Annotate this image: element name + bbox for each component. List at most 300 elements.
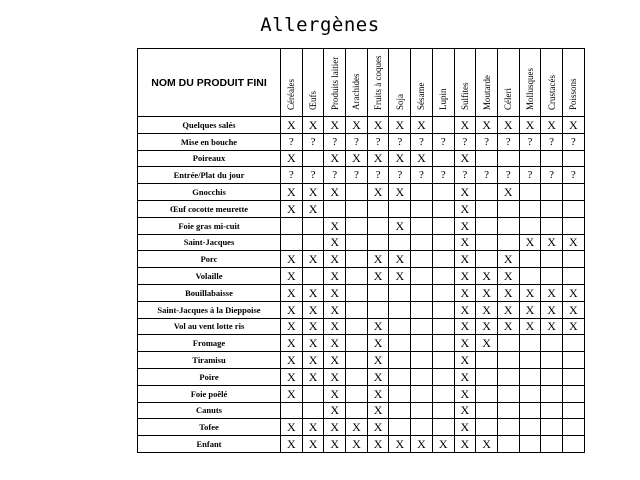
allergen-cell <box>562 268 584 285</box>
allergen-cell <box>476 217 498 234</box>
allergen-cell <box>497 234 519 251</box>
allergen-cell <box>411 200 433 217</box>
allergen-cell <box>281 217 303 234</box>
allergen-cell <box>476 385 498 402</box>
allergen-cell <box>389 385 411 402</box>
allergen-cell <box>302 150 324 167</box>
allergen-cell: X <box>519 117 541 134</box>
allergen-cell: ? <box>432 133 454 150</box>
table-row <box>138 301 585 318</box>
allergen-cell: X <box>389 150 411 167</box>
allergen-cell: X <box>346 150 368 167</box>
allergen-cell <box>519 402 541 419</box>
allergen-cell: X <box>367 335 389 352</box>
allergen-cell <box>432 184 454 201</box>
allergen-cell <box>346 301 368 318</box>
allergen-cell <box>346 352 368 369</box>
allergen-cell <box>411 301 433 318</box>
allergen-cell: X <box>454 150 476 167</box>
allergen-cell <box>497 200 519 217</box>
allergen-cell: X <box>389 117 411 134</box>
table-row <box>138 117 585 134</box>
allergen-cell <box>497 419 519 436</box>
allergen-cell: X <box>562 117 584 134</box>
allergen-table <box>137 48 585 453</box>
allergen-cell <box>519 251 541 268</box>
table-row <box>138 419 585 436</box>
table-row <box>138 284 585 301</box>
allergen-cell <box>497 217 519 234</box>
product-name: Foie poêlé <box>138 385 281 402</box>
product-name: Tiramisu <box>138 352 281 369</box>
allergen-label: Œufs <box>308 90 319 110</box>
allergen-cell: X <box>389 184 411 201</box>
allergen-cell <box>562 385 584 402</box>
table-row <box>138 251 585 268</box>
allergen-cell <box>519 368 541 385</box>
allergen-cell <box>432 217 454 234</box>
product-name: Fromage <box>138 335 281 352</box>
allergen-cell: ? <box>411 167 433 184</box>
allergen-label: Céleri <box>503 88 514 110</box>
allergen-cell: X <box>454 268 476 285</box>
allergen-cell <box>432 335 454 352</box>
allergen-cell <box>432 268 454 285</box>
allergen-cell: ? <box>367 133 389 150</box>
allergen-cell: X <box>367 436 389 453</box>
allergen-cell <box>432 301 454 318</box>
allergen-cell: X <box>324 217 346 234</box>
allergen-cell <box>562 402 584 419</box>
allergen-cell: ? <box>454 167 476 184</box>
allergen-cell: X <box>281 368 303 385</box>
allergen-cell <box>541 150 563 167</box>
allergen-cell: ? <box>411 133 433 150</box>
allergen-cell: ? <box>346 133 368 150</box>
allergen-cell <box>389 200 411 217</box>
allergen-cell: X <box>454 385 476 402</box>
allergen-cell: X <box>302 301 324 318</box>
allergen-cell: X <box>367 268 389 285</box>
allergen-cell: X <box>389 217 411 234</box>
allergen-header <box>497 49 519 117</box>
allergen-cell <box>346 284 368 301</box>
allergen-cell <box>476 251 498 268</box>
allergen-cell <box>497 368 519 385</box>
allergen-cell <box>302 234 324 251</box>
allergen-cell: X <box>302 184 324 201</box>
allergen-cell <box>476 402 498 419</box>
product-name: Bouillabaisse <box>138 284 281 301</box>
allergen-cell: X <box>562 301 584 318</box>
allergen-cell <box>497 402 519 419</box>
allergen-cell: X <box>281 335 303 352</box>
allergen-cell: X <box>324 284 346 301</box>
allergen-cell: X <box>346 436 368 453</box>
allergen-cell <box>519 268 541 285</box>
allergen-cell: X <box>281 436 303 453</box>
allergen-header <box>454 49 476 117</box>
allergen-cell: X <box>454 436 476 453</box>
allergen-cell: X <box>302 419 324 436</box>
product-name: Saint-Jacques <box>138 234 281 251</box>
allergen-cell: X <box>281 301 303 318</box>
allergen-cell: X <box>389 436 411 453</box>
allergen-cell: X <box>324 150 346 167</box>
table-row <box>138 368 585 385</box>
page-title: Allergènes <box>260 14 380 36</box>
allergen-cell: X <box>302 284 324 301</box>
allergen-cell: X <box>454 402 476 419</box>
allergen-cell <box>432 368 454 385</box>
allergen-cell: X <box>367 117 389 134</box>
allergen-cell: X <box>324 335 346 352</box>
allergen-cell <box>432 251 454 268</box>
allergen-cell: X <box>454 284 476 301</box>
allergen-cell: X <box>302 368 324 385</box>
allergen-cell: X <box>281 150 303 167</box>
allergen-cell <box>346 268 368 285</box>
allergen-cell: ? <box>476 133 498 150</box>
allergen-cell <box>519 385 541 402</box>
allergen-cell: X <box>324 117 346 134</box>
allergen-cell <box>389 352 411 369</box>
allergen-label: Arachides <box>351 73 362 110</box>
table-row <box>138 200 585 217</box>
allergen-cell: X <box>476 318 498 335</box>
allergen-cell <box>519 352 541 369</box>
allergen-cell: X <box>519 284 541 301</box>
allergen-cell: X <box>454 200 476 217</box>
allergen-cell: X <box>324 385 346 402</box>
allergen-cell <box>432 200 454 217</box>
allergen-cell <box>541 184 563 201</box>
allergen-cell: ? <box>497 167 519 184</box>
allergen-cell <box>541 335 563 352</box>
product-name: Entrée/Plat du jour <box>138 167 281 184</box>
allergen-cell <box>411 335 433 352</box>
allergen-cell: X <box>389 251 411 268</box>
allergen-cell: X <box>411 436 433 453</box>
allergen-cell: X <box>541 301 563 318</box>
allergen-cell <box>411 419 433 436</box>
allergen-cell <box>411 402 433 419</box>
allergen-cell <box>519 217 541 234</box>
allergen-cell: X <box>324 419 346 436</box>
allergen-cell <box>541 436 563 453</box>
allergen-cell: X <box>519 234 541 251</box>
allergen-cell: X <box>302 352 324 369</box>
product-name: Vol au vent lotte ris <box>138 318 281 335</box>
allergen-cell: ? <box>281 133 303 150</box>
allergen-cell: X <box>476 301 498 318</box>
allergen-label: Lupin <box>438 88 449 110</box>
allergen-cell: X <box>411 117 433 134</box>
allergen-cell <box>562 368 584 385</box>
allergen-cell: X <box>367 385 389 402</box>
allergen-cell: X <box>281 352 303 369</box>
product-name: Gnocchis <box>138 184 281 201</box>
allergen-cell <box>476 200 498 217</box>
allergen-cell: X <box>302 117 324 134</box>
allergen-cell <box>302 217 324 234</box>
allergen-cell <box>389 368 411 385</box>
allergen-cell: ? <box>324 133 346 150</box>
allergen-cell <box>367 200 389 217</box>
allergen-cell <box>346 368 368 385</box>
allergen-cell: ? <box>389 167 411 184</box>
allergen-cell: X <box>454 117 476 134</box>
allergen-cell <box>519 335 541 352</box>
allergen-header <box>389 49 411 117</box>
allergen-cell: X <box>454 419 476 436</box>
allergen-cell: X <box>302 335 324 352</box>
allergen-cell <box>541 368 563 385</box>
table-row <box>138 150 585 167</box>
allergen-cell: X <box>497 284 519 301</box>
allergen-header <box>541 49 563 117</box>
allergen-cell <box>346 335 368 352</box>
allergen-cell <box>411 217 433 234</box>
allergen-cell <box>389 284 411 301</box>
allergen-cell <box>367 234 389 251</box>
allergen-cell: X <box>346 117 368 134</box>
allergen-cell <box>519 200 541 217</box>
allergen-cell: X <box>476 268 498 285</box>
allergen-label: Soja <box>394 93 405 110</box>
allergen-cell: X <box>281 318 303 335</box>
table-row <box>138 234 585 251</box>
allergen-cell <box>541 268 563 285</box>
allergen-cell: X <box>562 284 584 301</box>
allergen-cell <box>432 385 454 402</box>
allergen-cell: X <box>367 150 389 167</box>
allergen-cell <box>432 284 454 301</box>
allergen-cell: X <box>541 117 563 134</box>
product-name: Enfant <box>138 436 281 453</box>
allergen-cell: X <box>324 301 346 318</box>
allergen-cell <box>497 150 519 167</box>
allergen-header <box>562 49 584 117</box>
allergen-cell <box>541 402 563 419</box>
table-row <box>138 352 585 369</box>
allergen-cell <box>367 284 389 301</box>
allergen-cell: X <box>497 251 519 268</box>
allergen-cell: X <box>281 284 303 301</box>
allergen-cell: X <box>281 385 303 402</box>
allergen-label: Moutarde <box>481 75 492 110</box>
allergen-cell <box>389 402 411 419</box>
allergen-header <box>367 49 389 117</box>
allergen-cell <box>346 402 368 419</box>
product-name: Œuf cocotte meurette <box>138 200 281 217</box>
allergen-cell <box>519 150 541 167</box>
allergen-cell <box>302 385 324 402</box>
allergen-cell: X <box>454 184 476 201</box>
allergen-cell <box>519 419 541 436</box>
allergen-cell: X <box>367 251 389 268</box>
allergen-cell: ? <box>389 133 411 150</box>
allergen-cell: ? <box>519 167 541 184</box>
allergen-cell <box>562 251 584 268</box>
allergen-cell: X <box>562 318 584 335</box>
allergen-cell <box>476 419 498 436</box>
allergen-cell <box>519 184 541 201</box>
allergen-cell: X <box>519 301 541 318</box>
allergen-cell <box>497 385 519 402</box>
allergen-header <box>324 49 346 117</box>
table-row <box>138 217 585 234</box>
allergen-cell <box>367 217 389 234</box>
allergen-cell: X <box>562 234 584 251</box>
allergen-cell: X <box>476 335 498 352</box>
allergen-cell <box>562 419 584 436</box>
allergen-cell: X <box>432 436 454 453</box>
allergen-cell: X <box>324 268 346 285</box>
allergen-cell <box>562 217 584 234</box>
table-row <box>138 402 585 419</box>
allergen-cell <box>346 251 368 268</box>
allergen-cell <box>411 234 433 251</box>
allergen-cell <box>562 436 584 453</box>
allergen-cell: ? <box>476 167 498 184</box>
allergen-cell <box>497 436 519 453</box>
allergen-cell: X <box>476 436 498 453</box>
allergen-cell: X <box>476 284 498 301</box>
allergen-cell <box>389 318 411 335</box>
allergen-cell <box>476 352 498 369</box>
allergen-cell: X <box>519 318 541 335</box>
allergen-cell <box>411 368 433 385</box>
allergen-cell: X <box>281 268 303 285</box>
allergen-header <box>476 49 498 117</box>
allergen-cell: ? <box>541 167 563 184</box>
table-row <box>138 133 585 150</box>
allergen-cell <box>562 335 584 352</box>
table-row <box>138 436 585 453</box>
allergen-cell: ? <box>562 133 584 150</box>
product-name: Quelques salés <box>138 117 281 134</box>
table-body <box>138 117 585 453</box>
product-name: Saint-Jacques à la Dieppoise <box>138 301 281 318</box>
allergen-label: Céréales <box>286 79 297 110</box>
allergen-cell <box>389 335 411 352</box>
allergen-cell: X <box>389 268 411 285</box>
allergen-cell <box>411 184 433 201</box>
allergen-cell <box>476 368 498 385</box>
allergen-cell: X <box>454 251 476 268</box>
allergen-label: Sulfites <box>459 82 470 110</box>
allergen-cell: X <box>454 301 476 318</box>
allergen-cell: X <box>367 368 389 385</box>
allergen-cell: X <box>367 352 389 369</box>
allergen-header <box>519 49 541 117</box>
allergen-cell: X <box>497 184 519 201</box>
allergen-cell <box>432 352 454 369</box>
allergen-cell: X <box>281 419 303 436</box>
allergen-cell: X <box>367 419 389 436</box>
allergen-cell <box>302 268 324 285</box>
allergen-cell <box>519 436 541 453</box>
allergen-header <box>346 49 368 117</box>
allergen-cell <box>541 200 563 217</box>
product-name: Canuts <box>138 402 281 419</box>
allergen-cell: X <box>454 335 476 352</box>
allergen-cell <box>432 318 454 335</box>
allergen-cell <box>411 318 433 335</box>
allergen-cell <box>562 200 584 217</box>
allergen-cell <box>562 184 584 201</box>
table-row <box>138 184 585 201</box>
allergen-cell <box>562 150 584 167</box>
allergen-cell: X <box>454 234 476 251</box>
allergen-cell <box>541 217 563 234</box>
allergen-cell: X <box>302 436 324 453</box>
allergen-cell <box>346 184 368 201</box>
allergen-header <box>432 49 454 117</box>
product-name: Porc <box>138 251 281 268</box>
allergen-cell: X <box>324 402 346 419</box>
allergen-cell: X <box>497 268 519 285</box>
allergen-cell <box>346 234 368 251</box>
allergen-cell: X <box>324 234 346 251</box>
allergen-cell <box>411 385 433 402</box>
allergen-cell <box>562 352 584 369</box>
allergen-cell: X <box>324 318 346 335</box>
allergen-header <box>281 49 303 117</box>
allergen-cell <box>476 234 498 251</box>
allergen-cell: ? <box>346 167 368 184</box>
allergen-cell: X <box>497 301 519 318</box>
table-row <box>138 385 585 402</box>
allergen-cell: X <box>541 234 563 251</box>
allergen-cell: X <box>324 352 346 369</box>
allergen-cell: X <box>367 184 389 201</box>
allergen-cell: ? <box>367 167 389 184</box>
allergen-cell <box>411 284 433 301</box>
allergen-cell: X <box>476 117 498 134</box>
allergen-cell <box>432 402 454 419</box>
allergen-cell <box>476 150 498 167</box>
allergen-label: Mollusques <box>524 67 535 110</box>
allergen-cell: X <box>324 184 346 201</box>
allergen-cell: X <box>411 150 433 167</box>
product-name: Poire <box>138 368 281 385</box>
allergen-cell: X <box>281 251 303 268</box>
allergen-cell <box>541 251 563 268</box>
allergen-cell: X <box>497 318 519 335</box>
allergen-cell <box>389 419 411 436</box>
allergen-cell: ? <box>519 133 541 150</box>
allergen-label: Sésame <box>416 82 427 110</box>
allergen-cell <box>389 301 411 318</box>
allergen-cell: X <box>302 200 324 217</box>
allergen-cell <box>346 318 368 335</box>
allergen-cell: X <box>346 419 368 436</box>
allergen-cell <box>541 352 563 369</box>
allergen-cell <box>497 335 519 352</box>
table-row <box>138 167 585 184</box>
allergen-cell: X <box>367 318 389 335</box>
product-name: Poireaux <box>138 150 281 167</box>
allergen-cell: X <box>454 352 476 369</box>
allergen-cell: X <box>281 117 303 134</box>
allergen-cell: X <box>324 251 346 268</box>
allergen-cell <box>346 217 368 234</box>
allergen-cell: ? <box>281 167 303 184</box>
allergen-cell <box>281 402 303 419</box>
allergen-cell: X <box>454 318 476 335</box>
